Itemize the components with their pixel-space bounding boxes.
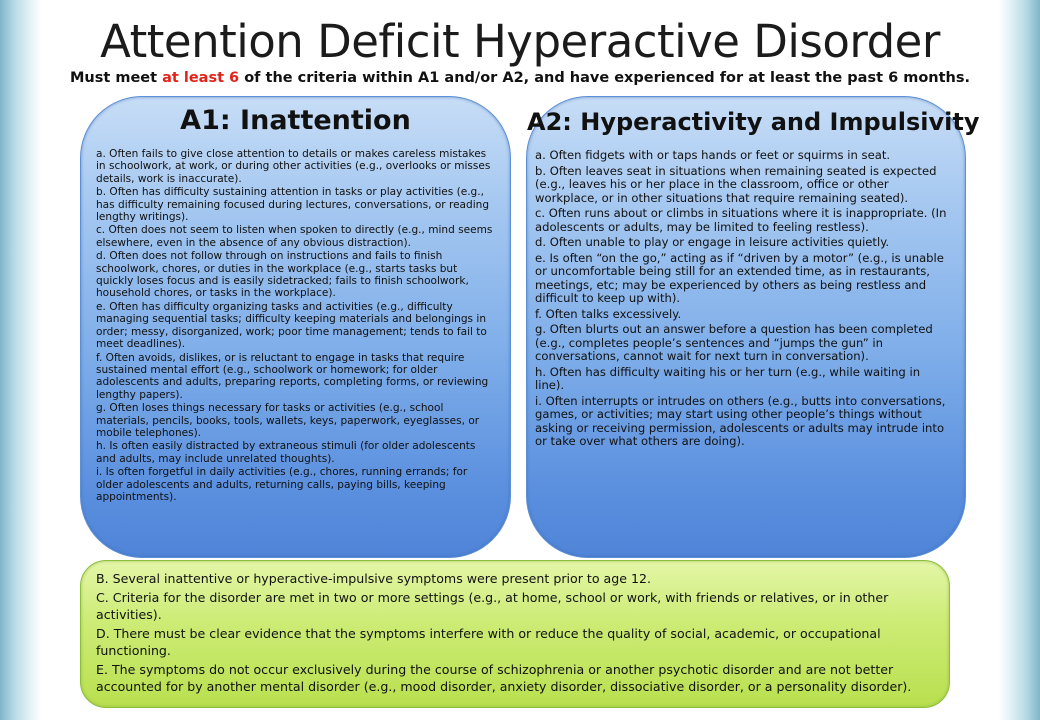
criterion-a1-i: i. Is often forgetful in daily activities (e.g., chores, running errands; for older adolescents and adults, returning calls, paying bills, keeping appointments). xyxy=(96,466,468,503)
page-title: Attention Deficit Hyperactive Disorder xyxy=(100,15,940,68)
criterion-a2-a: a. Often fidgets with or taps hands or feet or squirms in seat. xyxy=(535,148,891,162)
subtitle-rest: of the criteria within A1 and/or A2, and have experienced for at least the past 6 months. xyxy=(239,70,971,86)
subtitle-emphasis: at least 6 xyxy=(162,70,240,86)
hyperactivity-title: A2: Hyperactivity and Impulsivity xyxy=(527,108,980,136)
hyperactivity-panel xyxy=(526,96,980,558)
criterion-a1-c: c. Often does not seem to listen when spoken to directly (e.g., mind seems elsewhere, even in the absence of any obvious distraction). xyxy=(96,224,493,249)
criterion-e: E. The symptoms do not occur exclusively during the course of schizophrenia or another psychotic disorder and are not better accounted for by another mental disorder (e.g., mood disorder, anxiety disorder, dissociative disorder, or a personality disorder). xyxy=(96,661,912,694)
criterion-a2-b: b. Often leaves seat in situations when remaining seated is expected (e.g., leaves his or her place in the classroom, office or other workplace, or in other situations that require remaining seated). xyxy=(535,163,937,205)
inattention-title: A1: Inattention xyxy=(180,105,411,136)
criterion-a2-g: g. Often blurts out an answer before a question has been completed (e.g., completes people’s sentences and “jumps the gun” in conversations, cannot wait for next turn in conversation). xyxy=(535,322,933,363)
criterion-a2-h: h. Often has difficulty waiting his or her turn (e.g., while waiting in line). xyxy=(535,364,921,392)
hyperactivity-criteria-list xyxy=(535,149,949,451)
additional-criteria-list xyxy=(96,570,939,697)
subtitle-lead: Must meet xyxy=(69,70,163,86)
criterion-a2-c: c. Often runs about or climbs in situations where it is inappropriate. (In adolescents or adults, may be limited to feeling restless). xyxy=(535,206,947,234)
inattention-criteria-list xyxy=(96,148,494,504)
criterion-a1-f: f. Often avoids, dislikes, or is reluctant to engage in tasks that require sustained mental effort (e.g., schoolwork or homework; for older adolescents and adults, preparing reports, completing forms, or reviewing lengthy papers). xyxy=(96,351,489,401)
criterion-a1-e: e. Often has difficulty organizing tasks and activities (e.g., difficulty managing sequential tasks; difficulty keeping materials and belongings in order; messy, disorganized, work; poor time management; tends to fail to meet deadlines). xyxy=(96,300,487,351)
criterion-a1-g: g. Often loses things necessary for tasks or activities (e.g., school materials, pencils, books, tools, wallets, keys, paperwork, eyeglasses, or mobile telephones). xyxy=(96,402,480,439)
right-decorative-border xyxy=(998,0,1040,720)
left-decorative-border xyxy=(0,0,42,720)
criterion-a2-e: e. Is often “on the go,” acting as if “driven by a motor” (e.g., is unable or uncomfortable being still for an extended time, as in restaurants, meetings, etc; may be experienced by others as being restless and difficult to keep up with). xyxy=(535,250,944,305)
inattention-panel xyxy=(80,96,511,558)
criterion-d: D. There must be clear evidence that the symptoms interfere with or reduce the quality of social, academic, or occupational functioning. xyxy=(96,625,881,658)
criterion-a1-a: a. Often fails to give close attention to details or makes careless mistakes in schoolwork, at work, or during other activities (e.g., overlooks or misses details, work is inaccurate). xyxy=(96,148,491,185)
criterion-a2-i: i. Often interrupts or intrudes on others (e.g., butts into conversations, games, or activities; may start using other people’s things without asking or receiving permission, adolescents or adults may intrude into or take over what others are doing). xyxy=(535,393,946,448)
criterion-a1-h: h. Is often easily distracted by extraneous stimuli (for older adolescents and adults, may include unrelated thoughts). xyxy=(96,440,476,465)
criterion-c: C. Criteria for the disorder are met in two or more settings (e.g., at home, school or work, with friends or relatives, or in other activities). xyxy=(96,589,889,622)
subtitle xyxy=(42,70,998,86)
criterion-a1-b: b. Often has difficulty sustaining attention in tasks or play activities (e.g., has difficulty remaining focused during lectures, conversations, or reading lengthy writings). xyxy=(96,186,490,224)
criterion-b: B. Several inattentive or hyperactive-impulsive symptoms were present prior to age 12. xyxy=(96,571,652,586)
criterion-a2-f: f. Often talks excessively. xyxy=(535,306,682,321)
additional-criteria-panel xyxy=(80,560,950,708)
criterion-a1-d: d. Often does not follow through on instructions and fails to finish schoolwork, chores, or duties in the workplace (e.g., starts tasks but quickly loses focus and is easily sidetracked; fails to finish schoolwork, household chores, or tasks in the workplace). xyxy=(96,250,469,300)
criterion-a2-d: d. Often unable to play or engage in leisure activities quietly. xyxy=(535,235,890,249)
